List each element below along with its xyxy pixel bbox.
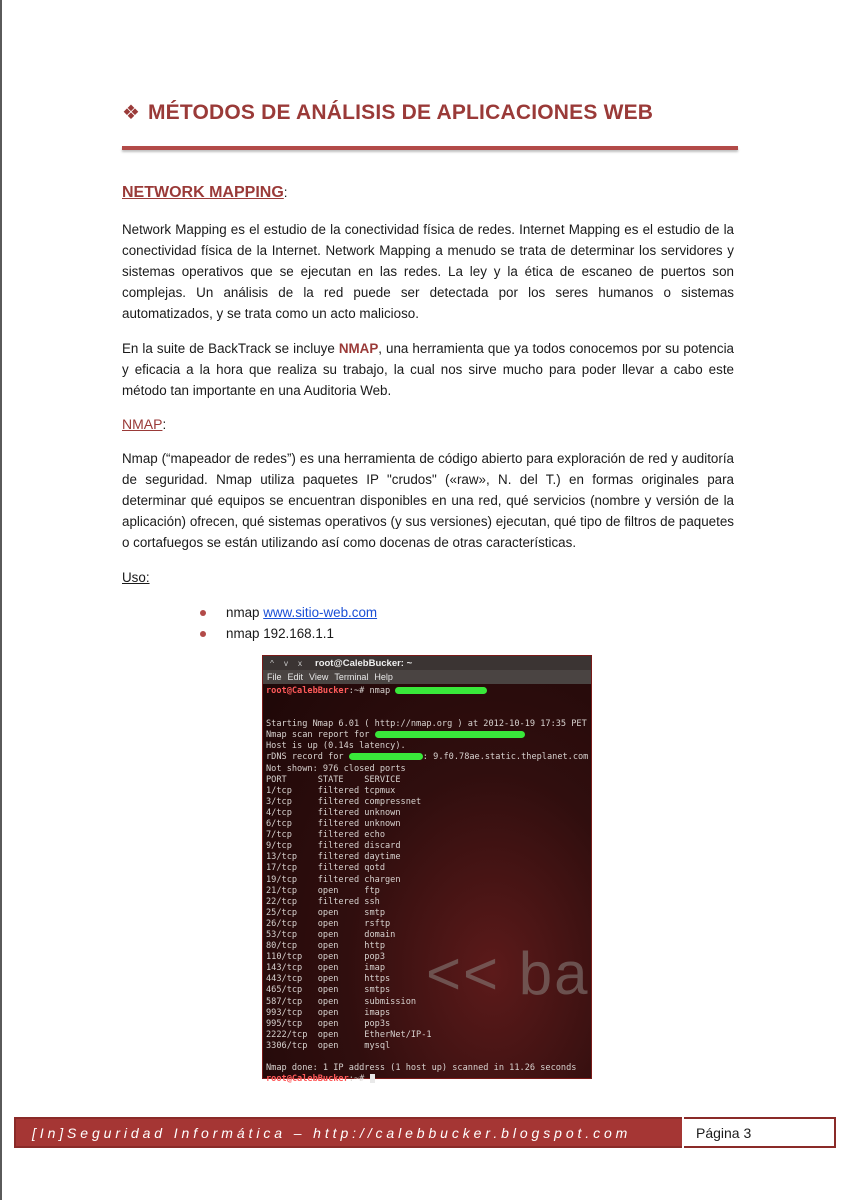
backtrack-paragraph bbox=[122, 338, 734, 401]
page-number: Página 3 bbox=[684, 1119, 834, 1146]
scan-report-text: Nmap scan report for bbox=[266, 730, 375, 741]
blank-line bbox=[266, 708, 588, 719]
port-row: 443/tcp open https bbox=[266, 974, 391, 985]
list-item bbox=[200, 623, 734, 644]
port-row: 6/tcp filtered unknown bbox=[266, 819, 401, 830]
menu-view[interactable]: View bbox=[309, 672, 329, 682]
port-row: 465/tcp open smtps bbox=[266, 985, 391, 996]
output-line: Starting Nmap 6.01 ( http://nmap.org ) at 2012-10-19 17:35 PET bbox=[266, 719, 587, 730]
backtrack-text-end: , una herramienta que ya todos conocemos por su potencia y eficacia a la hora que realiza su trabajo, la cual nos sirve mucho para poder llevar a cabo este método tan importante en una Auditoria Web. bbox=[122, 341, 734, 398]
command-text: nmap bbox=[369, 686, 396, 696]
heading-colon: : bbox=[162, 417, 167, 432]
blank-line bbox=[266, 1052, 588, 1063]
usage-command: nmap 192.168.1.1 bbox=[226, 626, 334, 641]
bullet-icon bbox=[200, 610, 206, 616]
command-line bbox=[266, 686, 588, 697]
cursor[interactable] bbox=[370, 1074, 375, 1083]
nmap-highlight: NMAP bbox=[338, 341, 379, 356]
port-row: 9/tcp filtered discard bbox=[266, 841, 401, 852]
port-row: 587/tcp open submission bbox=[266, 996, 417, 1007]
port-row: 4/tcp filtered unknown bbox=[266, 807, 401, 818]
port-row: 17/tcp filtered qotd bbox=[266, 863, 385, 874]
usage-command bbox=[226, 602, 377, 623]
terminal-window-title: root@CalebBucker: ~ bbox=[315, 657, 413, 669]
left-page-edge bbox=[0, 0, 2, 1200]
prompt-suffix: :~# bbox=[348, 1074, 370, 1085]
prompt-text: root@CalebBucker bbox=[266, 686, 349, 696]
redacted-target bbox=[395, 687, 487, 694]
terminal-screenshot bbox=[262, 655, 592, 1085]
output-line: Not shown: 976 closed ports bbox=[266, 763, 406, 774]
terminal-output bbox=[266, 686, 588, 1085]
port-row: 22/tcp filtered ssh bbox=[266, 896, 380, 907]
rdns-host-text: : 9.f0.78ae.static.theplanet.com bbox=[422, 752, 589, 763]
port-row: 7/tcp filtered echo bbox=[266, 830, 385, 841]
document-body bbox=[122, 182, 734, 644]
output-line: Host is up (0.14s latency). bbox=[266, 741, 406, 752]
port-row: 110/tcp open pop3 bbox=[266, 952, 385, 963]
port-row: 993/tcp open imaps bbox=[266, 1007, 391, 1018]
bullet-icon bbox=[200, 631, 206, 637]
port-row: 1/tcp filtered tcpmux bbox=[266, 785, 396, 796]
nmap-description-paragraph: Nmap (“mapeador de redes”) es una herramienta de código abierto para exploración de red y auditoría de seguridad. Nmap utiliza paquetes IP "crudos" («raw», N. del T.) en formas originales para determinar qué equipos se encuentran disponibles en una red, qué servicios (nombre y versión de la aplicación) ofrecen, qué sistemas operativos (y sus versiones) ejecutan, qué tipo de filtros de paquetes o cortafuegos se están utilizando así como docenas de otras características. bbox=[122, 451, 734, 550]
output-line: Nmap done: 1 IP address (1 host up) scanned in 11.26 seconds bbox=[266, 1063, 577, 1073]
menu-help[interactable]: Help bbox=[374, 672, 393, 682]
port-row: 80/tcp open http bbox=[266, 941, 385, 952]
network-mapping-heading: NETWORK MAPPING bbox=[122, 184, 284, 201]
close-icon[interactable]: x bbox=[298, 658, 302, 668]
title-divider bbox=[122, 146, 738, 150]
port-row: 21/tcp open ftp bbox=[266, 885, 380, 896]
output-line bbox=[266, 752, 588, 763]
port-table-header: PORT STATE SERVICE bbox=[266, 774, 401, 785]
heading-colon: : bbox=[283, 185, 288, 200]
port-row: 19/tcp filtered chargen bbox=[266, 874, 401, 885]
port-row: 25/tcp open smtp bbox=[266, 907, 385, 918]
sitio-web-link[interactable]: www.sitio-web.com bbox=[263, 605, 378, 620]
list-item bbox=[200, 602, 734, 623]
usage-label: Uso: bbox=[122, 570, 150, 585]
rdns-text: rDNS record for bbox=[266, 752, 349, 763]
prompt-text: root@CalebBucker bbox=[266, 1074, 349, 1085]
port-row: 3/tcp filtered compressnet bbox=[266, 796, 422, 807]
menu-terminal[interactable]: Terminal bbox=[334, 672, 369, 682]
final-prompt-line bbox=[266, 1074, 588, 1085]
backtrack-text-start: En la suite de BackTrack se incluye bbox=[122, 341, 339, 356]
menu-edit[interactable]: Edit bbox=[287, 672, 304, 682]
port-row: 3306/tcp open mysql bbox=[266, 1040, 391, 1051]
nmap-heading: NMAP bbox=[122, 416, 163, 432]
terminal-titlebar bbox=[263, 656, 591, 670]
page-title: MÉTODOS DE ANÁLISIS DE APLICACIONES WEB bbox=[147, 100, 654, 124]
page-footer bbox=[14, 1117, 836, 1148]
port-row: 995/tcp open pop3s bbox=[266, 1018, 391, 1029]
port-row: 53/tcp open domain bbox=[266, 929, 396, 940]
menu-file[interactable]: File bbox=[267, 672, 282, 682]
port-row: 26/tcp open rsftp bbox=[266, 918, 391, 929]
port-table bbox=[266, 786, 588, 1052]
prompt-suffix: :~# bbox=[348, 686, 370, 696]
usage-cmd-text: nmap bbox=[226, 605, 264, 620]
backtrack-watermark: << ba bbox=[426, 940, 590, 1007]
section-nmap-heading bbox=[122, 414, 734, 435]
output-line bbox=[266, 730, 588, 741]
port-row: 143/tcp open imap bbox=[266, 963, 385, 974]
terminal-menubar bbox=[263, 670, 591, 684]
redacted-ip bbox=[349, 753, 423, 760]
redacted-host bbox=[375, 731, 525, 738]
port-row: 13/tcp filtered daytime bbox=[266, 852, 401, 863]
usage-list bbox=[122, 602, 734, 644]
port-row: 2222/tcp open EtherNet/IP-1 bbox=[266, 1029, 432, 1040]
footer-text: [In]Seguridad Informática – http://calebbucker.blogspot.com bbox=[32, 1124, 632, 1141]
section-network-mapping-heading bbox=[122, 182, 734, 203]
minimize-icon[interactable]: ^ bbox=[270, 658, 274, 668]
maximize-icon[interactable]: v bbox=[284, 658, 288, 668]
network-mapping-paragraph: Network Mapping es el estudio de la conectividad física de redes. Internet Mapping es el estudio de la conectividad física de la Internet. Network Mapping a menudo se trata de determinar los servidores y sistemas operativos que se ejecutan en las redes. La ley y la ética de escaneo de puertos son complejas. Un análisis de la red puede ser detectada por los seres humanos o sistemas automatizados, y se trata como un acto malicioso. bbox=[122, 222, 734, 321]
diamond-bullet-icon: ❖ bbox=[122, 102, 140, 124]
page-title-row bbox=[122, 100, 653, 125]
